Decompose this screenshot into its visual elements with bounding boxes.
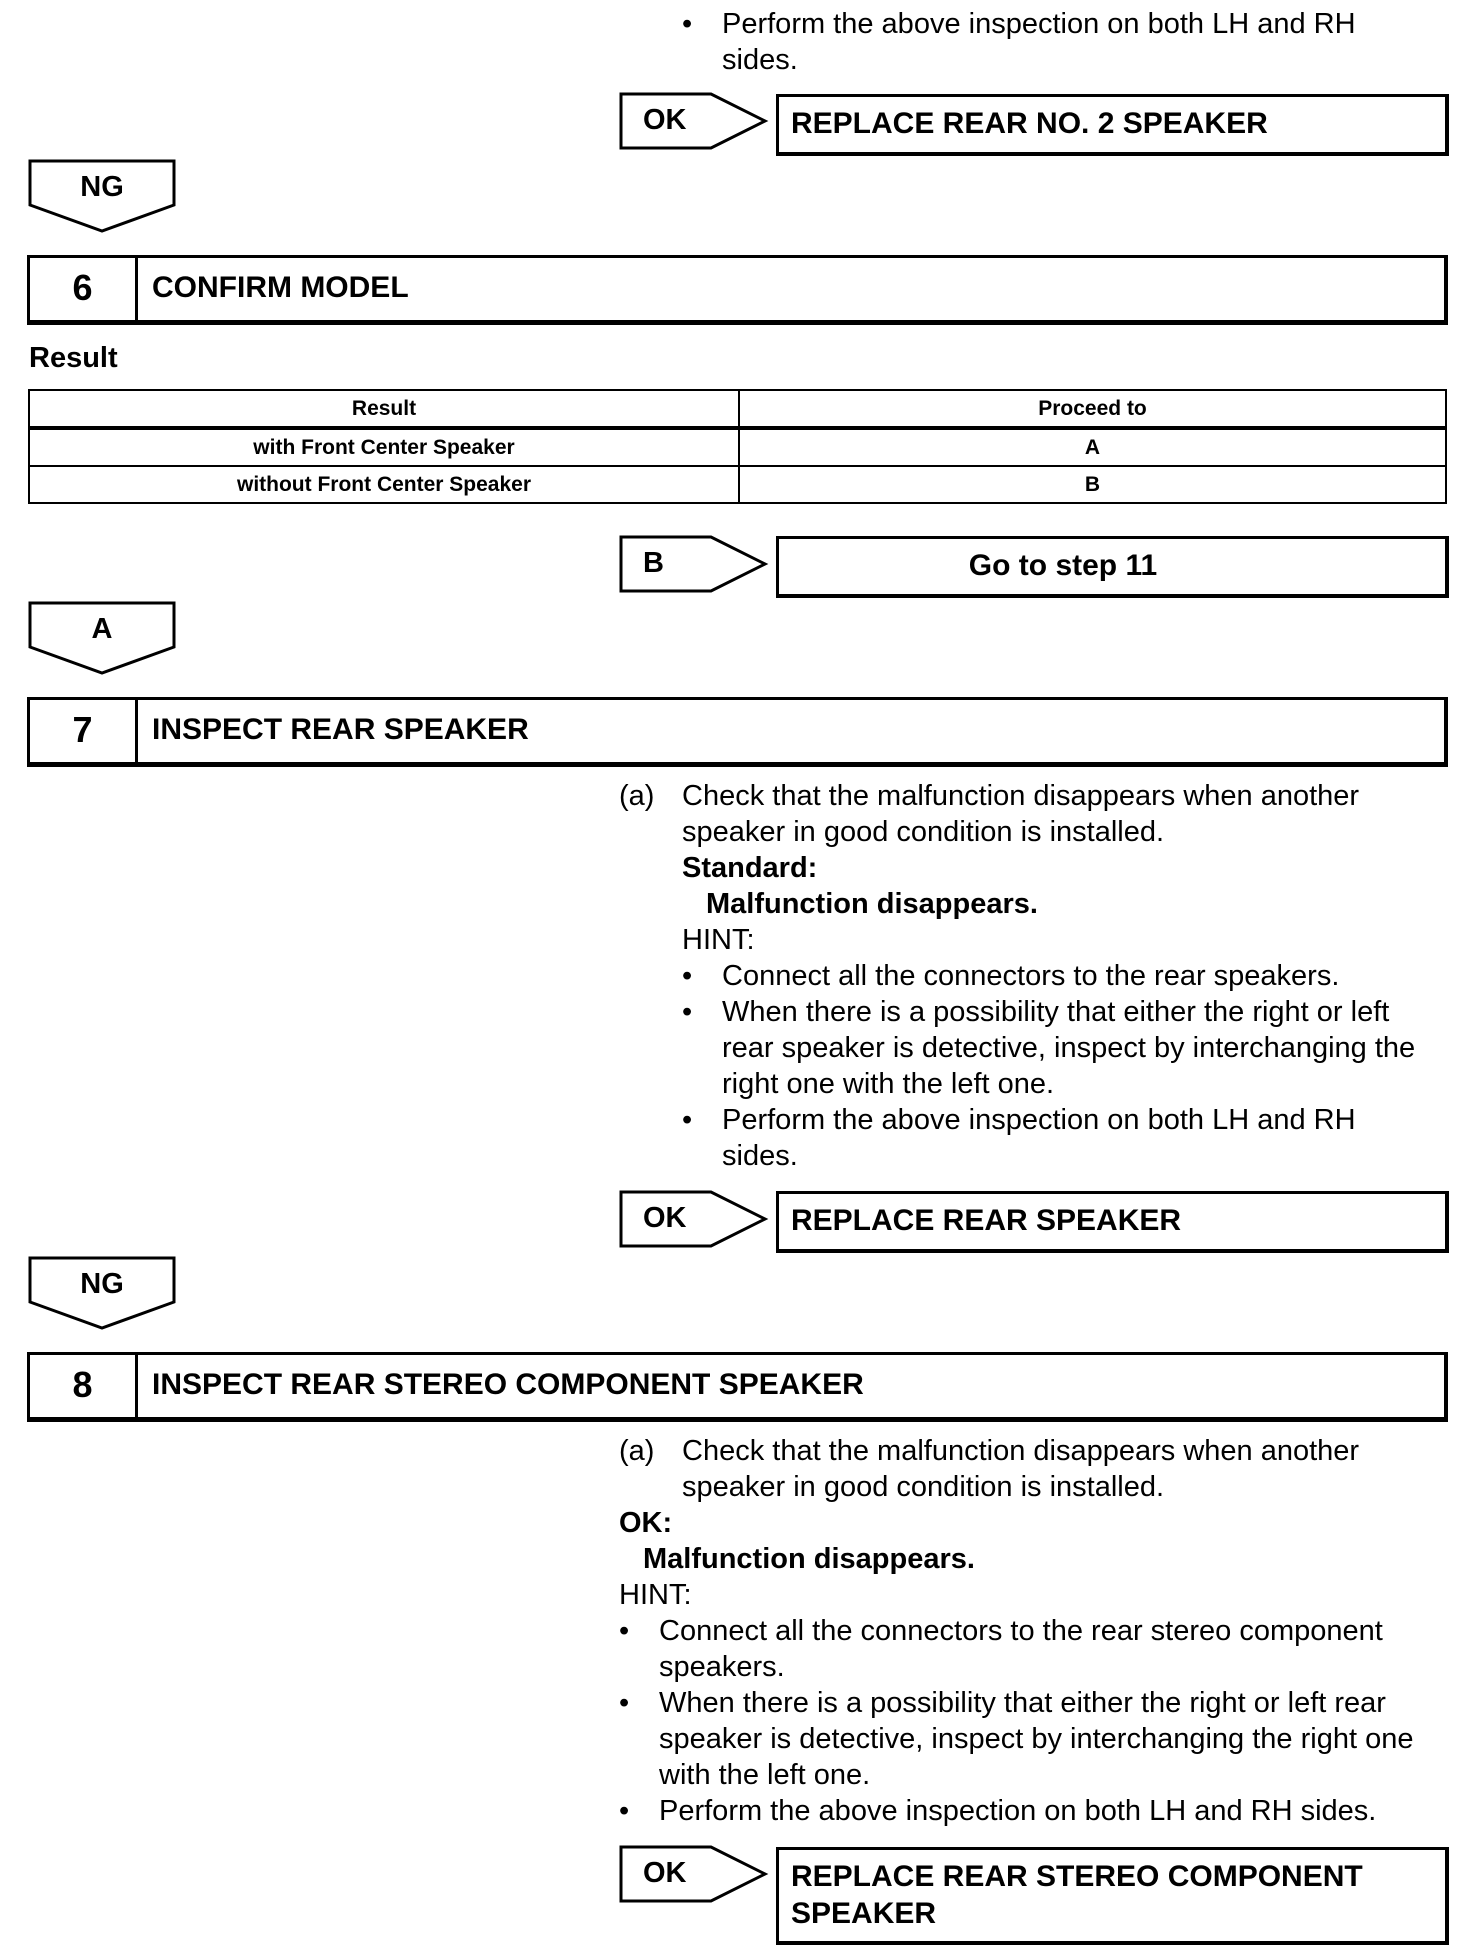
item-text-line-2: speaker in good condition is installed. [682,1471,1165,1503]
bullet-text: Connect all the connectors to the rear stereo component [659,1615,1383,1647]
bullet-text: rear speaker is detective, inspect by interchanging the [722,1032,1416,1064]
item-text-line-2: speaker in good condition is installed. [682,816,1165,848]
ok-arrow-icon [619,92,769,150]
ng-down-arrow [28,1256,176,1330]
ok-spec-value: Malfunction disappears. [643,1543,975,1575]
replace-rear-no2-speaker-box [776,94,1449,156]
ok-spec-label: OK: [619,1507,673,1539]
bullet-text: Perform the above inspection on both LH and RH [722,1104,1356,1136]
ok-result-tag [619,1190,769,1248]
bullet-text: When there is a possibility that either the right or left rear [659,1687,1386,1719]
list-item [619,1793,1449,1829]
standard-value: Malfunction disappears. [706,888,1038,920]
ok-arrow-icon [619,1190,769,1248]
bullet-text: speaker is detective, inspect by interchanging the right one [659,1723,1414,1755]
ok-label: OK [643,104,687,136]
b-label: B [643,547,664,579]
bullet-dot: • [682,960,693,992]
table-cell: with Front Center Speaker [29,428,739,466]
step-title: INSPECT REAR SPEAKER [152,713,529,746]
bullet-dot: • [619,1687,630,1719]
bullet-text: right one with the left one. [722,1068,1055,1100]
table-cell: without Front Center Speaker [29,466,739,503]
result-caption: Result [29,342,118,374]
table-header-cell: Result [29,390,739,428]
result-table [28,389,1447,504]
table-header-cell: Proceed to [739,390,1446,428]
step-number: 8 [30,1355,138,1417]
action-text: REPLACE REAR SPEAKER [791,1204,1182,1237]
item-label: (a) [619,1435,655,1467]
bullet-dot: • [619,1615,630,1647]
action-text-line-1: REPLACE REAR STEREO COMPONENT [791,1860,1363,1893]
ok-label: OK [643,1202,687,1234]
table-header-row [29,390,1446,428]
table-row [29,466,1446,503]
action-text-line-2: SPEAKER [791,1897,937,1930]
ng-label: NG [80,171,124,203]
ng-down-arrow [28,159,176,233]
a-down-arrow [28,601,176,675]
table-cell: B [739,466,1446,503]
b-result-tag [619,535,769,593]
step-8-header [27,1352,1448,1422]
step-6-header [27,255,1448,325]
bullet-dot: • [682,1104,693,1136]
bullet-text: When there is a possibility that either the right or left [722,996,1390,1028]
step-7-header [27,697,1448,767]
list-item [619,1685,1449,1793]
action-text: REPLACE REAR NO. 2 SPEAKER [791,107,1268,140]
bullet-text-cont: sides. [722,44,798,76]
hint-label: HINT: [682,924,755,956]
bullet-dot: • [682,996,693,1028]
list-item [619,1613,1449,1685]
bullet-text: Perform the above inspection on both LH and RH [722,8,1356,40]
replace-rear-stereo-component-speaker-box [776,1847,1449,1945]
step-title: CONFIRM MODEL [152,271,409,304]
action-text: Go to step 11 [968,549,1158,582]
hint-label: HINT: [619,1579,692,1611]
list-item [682,1102,1442,1174]
step-number: 6 [30,258,138,320]
b-arrow-icon [619,535,769,593]
ok-result-tag [619,1845,769,1903]
ok-result-tag [619,92,769,150]
bullet-dot: • [619,1795,630,1827]
go-to-step-11-box [776,536,1449,598]
replace-rear-speaker-box [776,1191,1449,1253]
bullet-text: with the left one. [659,1759,871,1791]
ng-label: NG [80,1268,124,1300]
list-item [682,958,1442,994]
ok-arrow-icon [619,1845,769,1903]
bullet-text: Perform the above inspection on both LH and RH sides. [659,1795,1377,1827]
bullet-text: speakers. [659,1651,785,1683]
standard-label: Standard: [682,852,818,884]
bullet-text: Connect all the connectors to the rear speakers. [722,960,1340,992]
item-text-line-1: Check that the malfunction disappears when another [682,780,1360,812]
bullet-text: sides. [722,1140,798,1172]
ok-label: OK [643,1857,687,1889]
step-number: 7 [30,700,138,762]
a-label: A [91,613,113,645]
top-bullet [682,6,1442,78]
item-label: (a) [619,780,655,812]
step-title: INSPECT REAR STEREO COMPONENT SPEAKER [152,1368,864,1401]
table-cell: A [739,428,1446,466]
bullet-dot: • [682,8,693,40]
table-row [29,428,1446,466]
item-text-line-1: Check that the malfunction disappears when another [682,1435,1360,1467]
list-item [682,994,1442,1102]
